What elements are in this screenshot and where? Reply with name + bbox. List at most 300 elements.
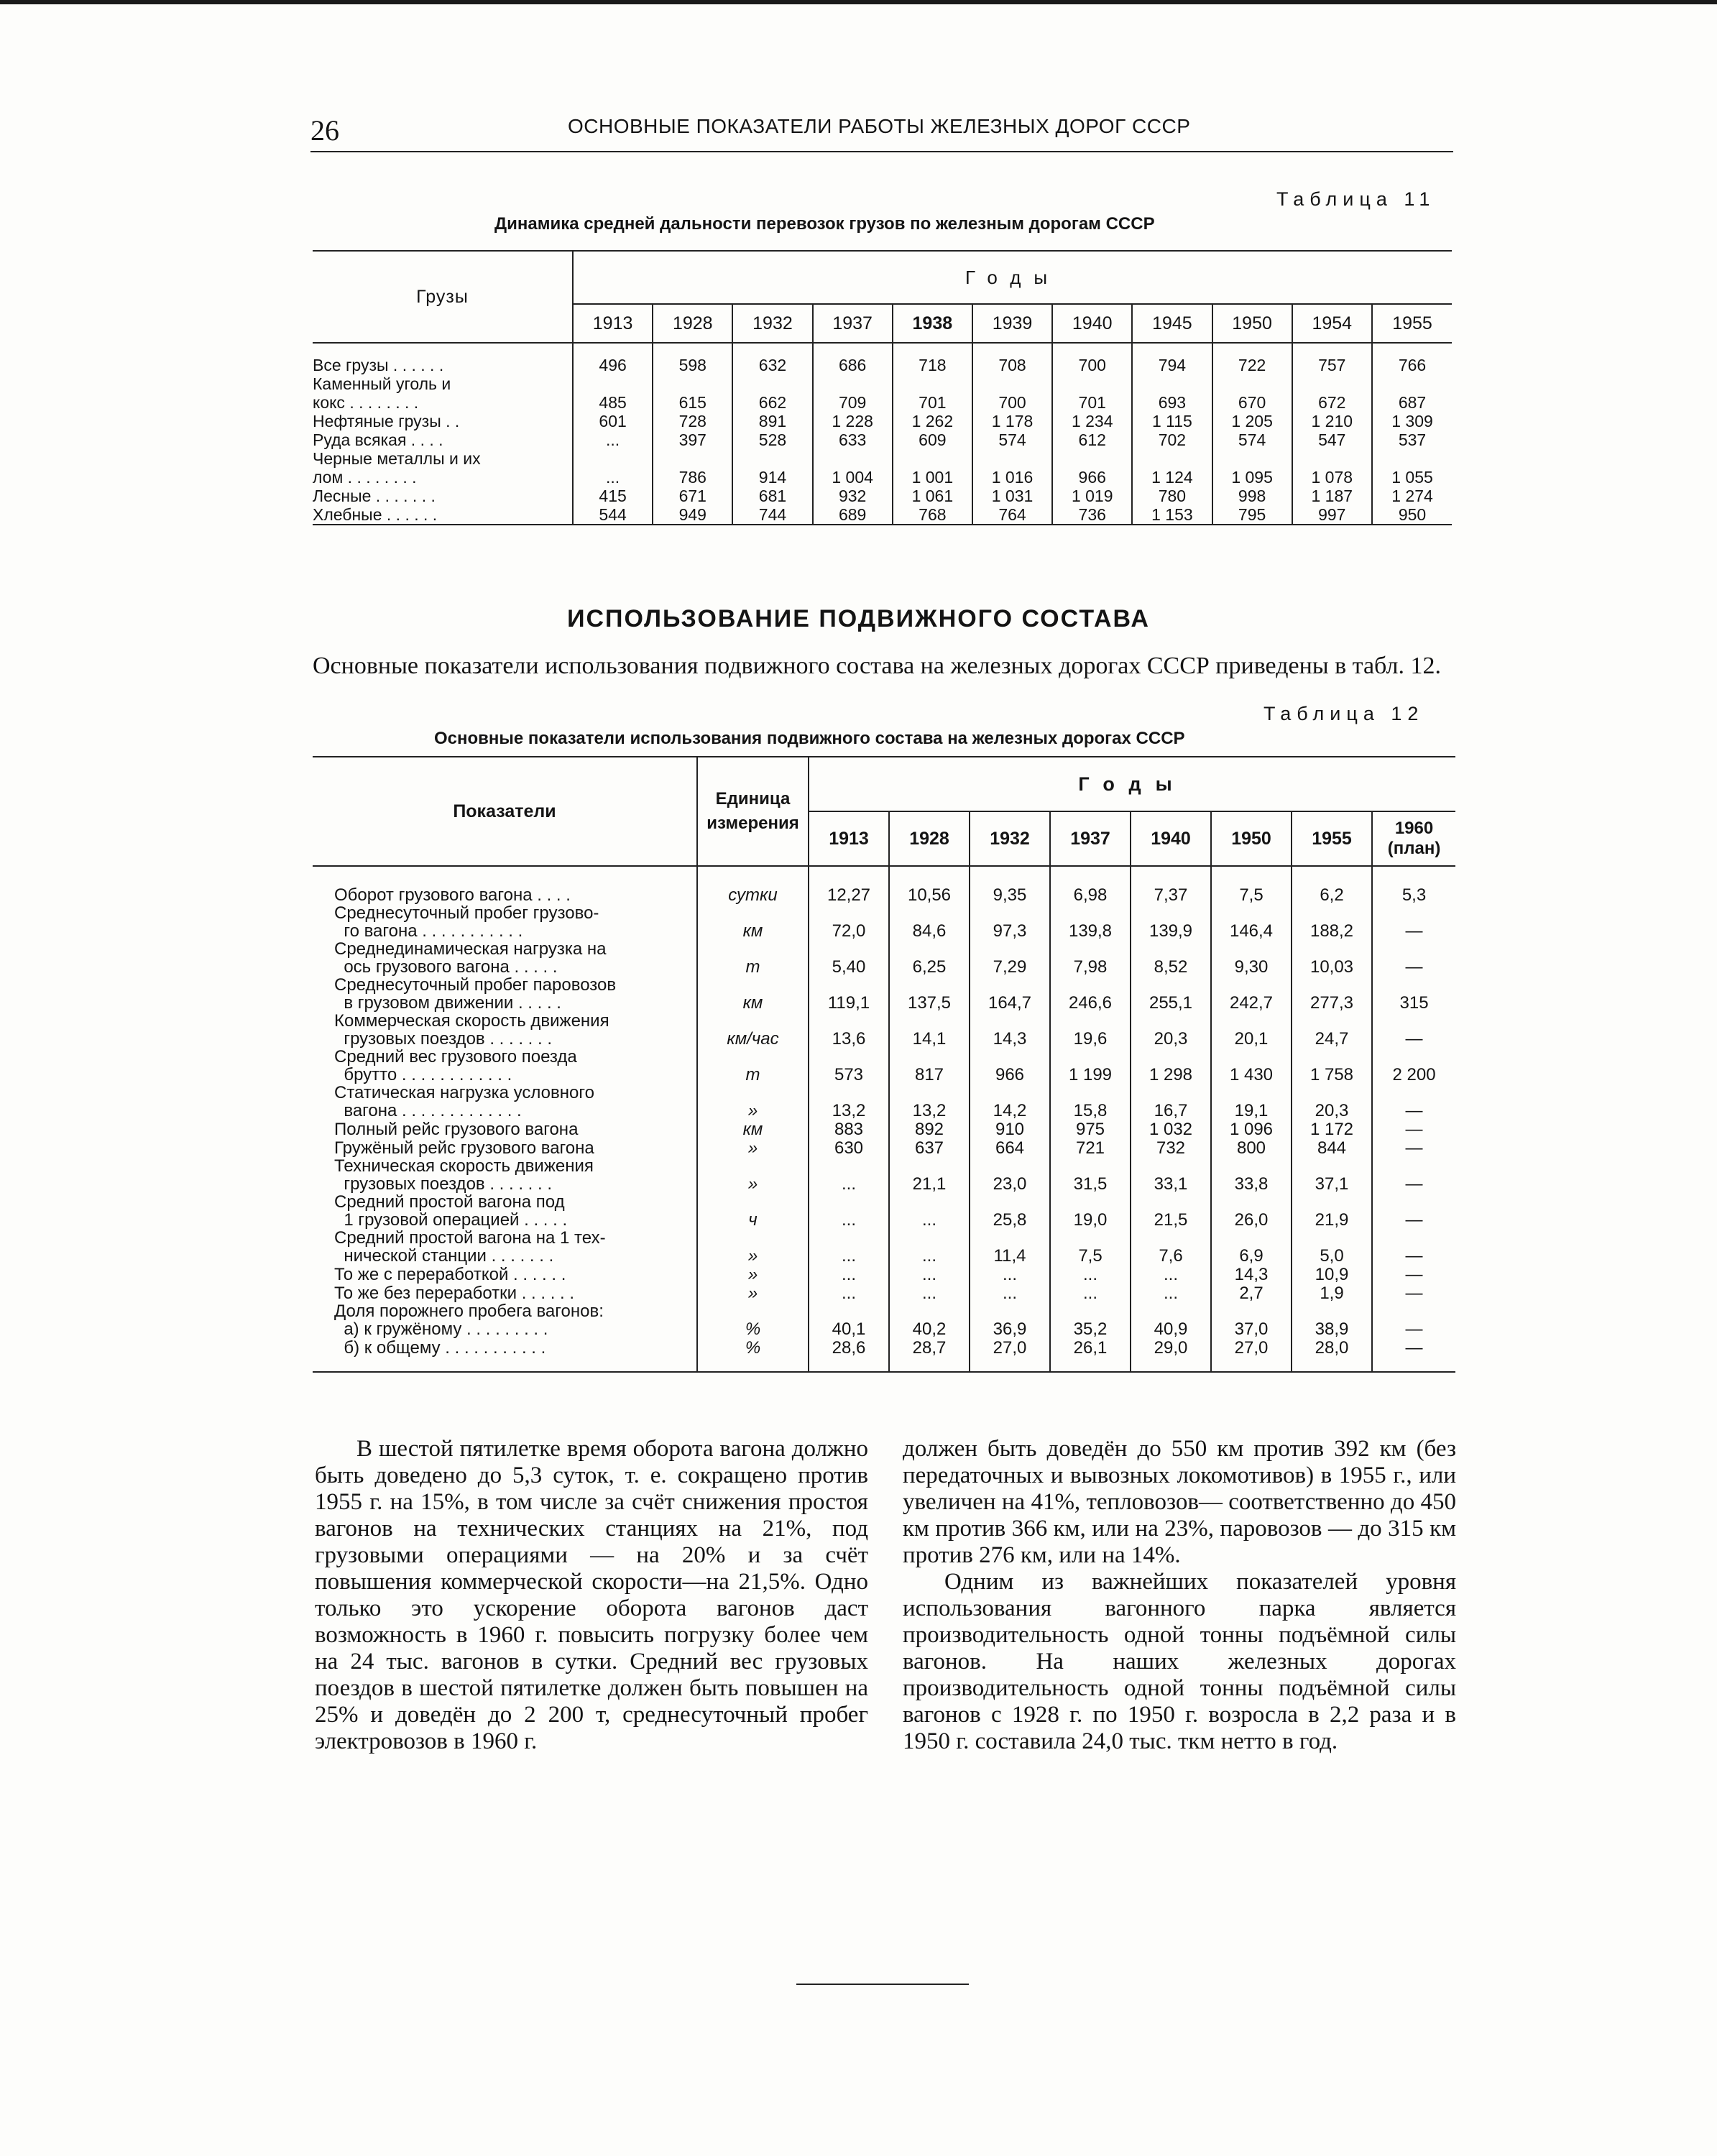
table12-cell: 33,1 <box>1131 1175 1211 1194</box>
table12-row <box>313 958 1455 977</box>
table11-number: Таблица 11 <box>1276 188 1436 210</box>
table11-cell: 1 187 <box>1292 487 1372 505</box>
table12-cell: 31,5 <box>1050 1175 1131 1194</box>
table12-cell: 97,3 <box>970 922 1050 941</box>
table12-cell <box>970 977 1050 994</box>
table12-row-label: Статическая нагрузка условного <box>334 1084 594 1102</box>
table11-row <box>313 412 1452 430</box>
table11-cell <box>732 374 812 393</box>
table12-row-label: То же без переработки . . . . . . <box>334 1284 575 1303</box>
table12-cell: 28,7 <box>889 1339 970 1358</box>
table12-cell <box>1372 1158 1455 1175</box>
table12-cell: 21,5 <box>1131 1211 1211 1230</box>
table12-spacer-cell <box>1292 1358 1372 1372</box>
table12-unit-cell: км/час <box>697 1030 809 1049</box>
table11-cell: 1 205 <box>1212 412 1292 430</box>
table12-cell <box>1211 1194 1292 1211</box>
table12-cell <box>1131 1084 1211 1102</box>
table12-cell: 255,1 <box>1131 994 1211 1013</box>
table11-cell: 609 <box>893 430 972 449</box>
table11-row <box>313 449 1452 468</box>
table12-cell: ... <box>1131 1266 1211 1284</box>
table12-cell: 242,7 <box>1211 994 1292 1013</box>
table12-cell <box>809 1303 889 1320</box>
table12-unit-cell: % <box>697 1339 809 1358</box>
table11-cell: 1 019 <box>1052 487 1132 505</box>
table12-cell: 164,7 <box>970 994 1050 1013</box>
page-number: 26 <box>310 114 339 147</box>
table12-cell <box>1292 1303 1372 1320</box>
table12-cell <box>1372 1013 1455 1030</box>
table12-cell: 664 <box>970 1139 1050 1158</box>
table12-cell <box>889 1013 970 1030</box>
table11-cell: 415 <box>573 487 653 505</box>
table11-cell: 1 016 <box>972 468 1052 487</box>
table12-row-label: 1 грузовой операцией . . . . . <box>334 1211 568 1230</box>
table12-cell: 10,03 <box>1292 958 1372 977</box>
table12-row-label: грузовых поездов . . . . . . . <box>334 1030 553 1049</box>
table12-unit-cell <box>697 1303 809 1320</box>
table12-cell <box>889 1303 970 1320</box>
table12-row <box>313 941 1455 958</box>
table12-cell <box>1050 941 1131 958</box>
table12-cell: 12,27 <box>809 886 889 905</box>
table11-year-header: 1938 <box>893 304 972 343</box>
table12-cell: ... <box>1050 1266 1131 1284</box>
table12-cell <box>1211 1158 1292 1175</box>
table11-row-label: Нефтяные грузы . . <box>313 412 460 430</box>
table11-cell <box>1132 374 1212 393</box>
table11-cell: 1 234 <box>1052 412 1132 430</box>
table11-spacer-row <box>313 343 1452 356</box>
table12-unit-cell: т <box>697 1066 809 1084</box>
table12-stub-header: Показатели <box>453 801 556 821</box>
table12-cell <box>889 1230 970 1247</box>
running-title: ОСНОВНЫЕ ПОКАЗАТЕЛИ РАБОТЫ ЖЕЛЕЗНЫХ ДОРОГ СССР <box>568 115 1191 137</box>
table11-cell: 601 <box>573 412 653 430</box>
table12-cell: 20,3 <box>1131 1030 1211 1049</box>
table11-cell: 718 <box>893 356 972 374</box>
table12-cell: 72,0 <box>809 922 889 941</box>
table12-cell: 637 <box>889 1139 970 1158</box>
table12-cell: 26,0 <box>1211 1211 1292 1230</box>
table11-cell: 998 <box>1212 487 1292 505</box>
table11-cell: 686 <box>813 356 893 374</box>
table12-row <box>313 1303 1455 1320</box>
table11-year-header: 1932 <box>732 304 812 343</box>
table12-year-header: 1940 <box>1131 811 1211 866</box>
table12-cell <box>1050 1194 1131 1211</box>
table12-cell: ... <box>889 1247 970 1266</box>
table11-cell: 496 <box>573 356 653 374</box>
table12-plan-year-header <box>1372 811 1455 866</box>
table12-cell <box>1050 1158 1131 1175</box>
table12-cell: 24,7 <box>1292 1030 1372 1049</box>
table12-cell: 19,6 <box>1050 1030 1131 1049</box>
table12-row-label: брутто . . . . . . . . . . . . <box>334 1066 512 1084</box>
table12-cell: 139,9 <box>1131 922 1211 941</box>
table11-year-header: 1937 <box>813 304 893 343</box>
table12-cell: 883 <box>809 1120 889 1139</box>
table12-unit-cell <box>697 1084 809 1102</box>
table11-cell <box>653 449 732 468</box>
table11-cell: 1 095 <box>1212 468 1292 487</box>
table11-cell: 670 <box>1212 393 1292 412</box>
table11-cell: 681 <box>732 487 812 505</box>
table12-cell <box>1050 905 1131 922</box>
table12-cell <box>809 1084 889 1102</box>
table12-cell <box>1372 1049 1455 1066</box>
table12-cell <box>970 1303 1050 1320</box>
table12-cell <box>889 1158 970 1175</box>
table12-unit-cell <box>697 1049 809 1066</box>
table12-unit-cell: т <box>697 958 809 977</box>
table12-row-label: грузовых поездов . . . . . . . <box>334 1175 553 1194</box>
table11-cell: 1 001 <box>893 468 972 487</box>
table11-spacer-cell <box>1292 343 1372 356</box>
table12-cell: 892 <box>889 1120 970 1139</box>
table12-row <box>313 1247 1455 1266</box>
table12-cell <box>1292 977 1372 994</box>
table11-spacer-cell <box>813 343 893 356</box>
table11 <box>313 250 1452 525</box>
table12-row-label: нической станции . . . . . . . <box>334 1247 554 1266</box>
table12-cell <box>1372 1194 1455 1211</box>
table12-cell: 21,1 <box>889 1175 970 1194</box>
table12-row-label: го вагона . . . . . . . . . . . <box>334 922 523 941</box>
table12-spacer-cell <box>1050 1358 1131 1372</box>
table12-cell: 246,6 <box>1050 994 1131 1013</box>
header-rule <box>310 151 1453 152</box>
table11-cell: 672 <box>1292 393 1372 412</box>
table12-row <box>313 1049 1455 1066</box>
table12-cell: 7,5 <box>1050 1247 1131 1266</box>
table11-cell: 671 <box>653 487 732 505</box>
table12-spacer-cell <box>697 866 809 886</box>
table12-spacer-cell <box>809 866 889 886</box>
table12-cell <box>809 1158 889 1175</box>
table12-cell: 1 430 <box>1211 1066 1292 1084</box>
table12-cell: 11,4 <box>970 1247 1050 1266</box>
table12-row <box>313 886 1455 905</box>
table12 <box>313 756 1455 1373</box>
table12-cell <box>1211 1303 1292 1320</box>
table11-cell: 950 <box>1372 505 1452 525</box>
table11-cell: 702 <box>1132 430 1212 449</box>
table11-cell: 728 <box>653 412 732 430</box>
table12-cell: — <box>1372 1120 1455 1139</box>
table12-cell: 2 200 <box>1372 1066 1455 1084</box>
table12-unit-cell: км <box>697 1120 809 1139</box>
table12-cell <box>1372 1084 1455 1102</box>
table11-cell: 932 <box>813 487 893 505</box>
table12-cell: 7,5 <box>1211 886 1292 905</box>
table12-unit-cell: » <box>697 1266 809 1284</box>
table11-cell: 544 <box>573 505 653 525</box>
table12-row-label: Доля порожнего пробега вагонов: <box>334 1303 604 1320</box>
table11-cell: 1 115 <box>1132 412 1212 430</box>
table12-cell: 119,1 <box>809 994 889 1013</box>
table12-cell <box>970 1194 1050 1211</box>
table12-cell: 1 096 <box>1211 1120 1292 1139</box>
table12-cell: — <box>1372 1139 1455 1158</box>
table12-cell: 7,37 <box>1131 886 1211 905</box>
table11-cell: 1 210 <box>1292 412 1372 430</box>
table12-cell <box>889 1194 970 1211</box>
table12-row-label: Гружёный рейс грузового вагона <box>334 1139 594 1158</box>
table12-spacer-cell <box>970 866 1050 886</box>
table12-cell: 40,2 <box>889 1320 970 1339</box>
table12-cell: 14,1 <box>889 1030 970 1049</box>
table11-cell: 1 031 <box>972 487 1052 505</box>
table11-cell: 687 <box>1372 393 1452 412</box>
table12-cell <box>970 1084 1050 1102</box>
body-right-paragraph-2: Одним из важнейших показателей уровня использования вагонного парка является производительность одной тонны подъёмной силы вагонов. На наших железных дорогах производительность одной тонны подъёмной силы вагонов с 1928 г. по 1950 г. возросла в 2,2 раза и в 1950 г. составила 24,0 тыс. ткм нетто в год. <box>903 1569 1456 1754</box>
table12-year-header: 1932 <box>970 811 1050 866</box>
table12-cell <box>1131 941 1211 958</box>
table11-cell <box>1212 374 1292 393</box>
table12-cell: 7,6 <box>1131 1247 1211 1266</box>
table11-cell <box>573 449 653 468</box>
table12-cell <box>1131 905 1211 922</box>
table11-cell: 693 <box>1132 393 1212 412</box>
table12-cell: — <box>1372 1247 1455 1266</box>
table12-cell: 37,1 <box>1292 1175 1372 1194</box>
table11-cell: 1 153 <box>1132 505 1212 525</box>
table12-row-label: Полный рейс грузового вагона <box>334 1120 579 1139</box>
table12-cell: 26,1 <box>1050 1339 1131 1358</box>
table12-cell: 19,0 <box>1050 1211 1131 1230</box>
table11-cell: 537 <box>1372 430 1452 449</box>
table12-year-header: 1913 <box>809 811 889 866</box>
table11-stub-header: Грузы <box>416 286 469 307</box>
table12-cell <box>1292 941 1372 958</box>
table12-row-label: Коммерческая скорость движения <box>334 1013 609 1030</box>
table12-cell: 19,1 <box>1211 1102 1292 1120</box>
table11-cell <box>1212 449 1292 468</box>
table12-cell <box>1372 941 1455 958</box>
table12-cell: 8,52 <box>1131 958 1211 977</box>
table12-spacer-row <box>313 866 1455 886</box>
table12-cell: ... <box>889 1211 970 1230</box>
table12-row <box>313 1175 1455 1194</box>
table12-unit-header <box>697 757 809 866</box>
table11-cell: 795 <box>1212 505 1292 525</box>
table12-cell <box>809 1230 889 1247</box>
table12-cell: — <box>1372 1284 1455 1303</box>
table12-unit-header-line2: измерения <box>706 814 799 833</box>
table11-cell: 633 <box>813 430 893 449</box>
table12-cell: 29,0 <box>1131 1339 1211 1358</box>
table12-cell: 188,2 <box>1292 922 1372 941</box>
table12-cell: 25,8 <box>970 1211 1050 1230</box>
table12-cell <box>1292 905 1372 922</box>
table11-cell: 598 <box>653 356 732 374</box>
table11-row <box>313 430 1452 449</box>
table12-cell: 10,9 <box>1292 1266 1372 1284</box>
table12-row <box>313 1211 1455 1230</box>
body-right-column <box>903 1436 1456 1755</box>
table11-row <box>313 487 1452 505</box>
table12-spacer-cell <box>889 1358 970 1372</box>
table11-row-label: Черные металлы и их <box>313 449 481 468</box>
table11-cell <box>573 374 653 393</box>
table12-row <box>313 994 1455 1013</box>
table12-cell: 277,3 <box>1292 994 1372 1013</box>
table11-cell <box>1052 449 1132 468</box>
table12-cell: 20,3 <box>1292 1102 1372 1120</box>
table12-cell: 6,2 <box>1292 886 1372 905</box>
table12-cell <box>809 1049 889 1066</box>
table12-unit-cell: % <box>697 1320 809 1339</box>
table12-cell <box>1292 1049 1372 1066</box>
table12-cell: ... <box>809 1284 889 1303</box>
table12-row-label: а) к гружёному . . . . . . . . . <box>334 1320 548 1339</box>
table12-unit-cell <box>697 1194 809 1211</box>
table11-cell <box>813 374 893 393</box>
table12-cell <box>1050 1013 1131 1030</box>
section-title: ИСПОЛЬЗОВАНИЕ ПОДВИЖНОГО СОСТАВА <box>567 605 1150 632</box>
table11-spacer-cell <box>893 343 972 356</box>
table11-row <box>313 393 1452 412</box>
table12-spacer-cell <box>697 1358 809 1372</box>
table12-cell <box>1211 1013 1292 1030</box>
table12-unit-cell: » <box>697 1284 809 1303</box>
table12-cell: 36,9 <box>970 1320 1050 1339</box>
table11-cell <box>893 374 972 393</box>
table12-row-label: Средний вес грузового поезда <box>334 1049 577 1066</box>
table12-cell <box>1211 941 1292 958</box>
table11-cell: 708 <box>972 356 1052 374</box>
table12-cell: 27,0 <box>1211 1339 1292 1358</box>
table11-cell <box>1132 449 1212 468</box>
table12-cell: 9,35 <box>970 886 1050 905</box>
table11-cell <box>1372 449 1452 468</box>
table12-cell: ... <box>809 1247 889 1266</box>
table12-row <box>313 1139 1455 1158</box>
table12-spacer-cell <box>809 1358 889 1372</box>
table12-cell <box>970 1158 1050 1175</box>
table12-cell <box>970 1049 1050 1066</box>
table12-row-label: в грузовом движении . . . . . <box>334 994 561 1013</box>
table12-cell <box>1131 1303 1211 1320</box>
table12-cell <box>970 1230 1050 1247</box>
table12-cell: 315 <box>1372 994 1455 1013</box>
table12-cell <box>809 1194 889 1211</box>
table12-cell <box>1050 1084 1131 1102</box>
table12-cell <box>889 1084 970 1102</box>
table11-cell: 700 <box>1052 356 1132 374</box>
table12-cell: 28,0 <box>1292 1339 1372 1358</box>
table12-row <box>313 1339 1455 1358</box>
table12-cell <box>809 977 889 994</box>
table12-cell: 5,40 <box>809 958 889 977</box>
table12-row-label: Техническая скорость движения <box>334 1158 594 1175</box>
table11-cell: 397 <box>653 430 732 449</box>
table12-row <box>313 1266 1455 1284</box>
table12-cell: 721 <box>1050 1139 1131 1158</box>
table11-caption: Динамика средней дальности перевозок грузов по железным дорогам СССР <box>494 214 1155 234</box>
table12-cell <box>970 1013 1050 1030</box>
table12-cell: — <box>1372 958 1455 977</box>
table12-row <box>313 977 1455 994</box>
end-rule <box>796 1984 969 1985</box>
table11-cell: 1 061 <box>893 487 972 505</box>
table12-spacer-cell <box>313 1358 697 1372</box>
table11-spacer-cell <box>1132 343 1212 356</box>
table12-cell: 16,7 <box>1131 1102 1211 1120</box>
table11-year-header: 1939 <box>972 304 1052 343</box>
scan-top-edge <box>0 0 1717 4</box>
table12-cell: ... <box>809 1266 889 1284</box>
table12-cell: 13,6 <box>809 1030 889 1049</box>
table12-cell: — <box>1372 1320 1455 1339</box>
table12-plan-year: 1960 <box>1394 819 1434 838</box>
table12-row-label: Среднесуточный пробег паровозов <box>334 977 617 994</box>
table11-cell: 547 <box>1292 430 1372 449</box>
table12-cell: 6,25 <box>889 958 970 977</box>
table11-cell: 949 <box>653 505 732 525</box>
table12-caption: Основные показатели использования подвижного состава на железных дорогах СССР <box>434 729 1185 748</box>
table11-cell: 1 274 <box>1372 487 1452 505</box>
table12-cell: 6,9 <box>1211 1247 1292 1266</box>
table11-row-label: Хлебные . . . . . . <box>313 505 438 524</box>
table11-cell <box>893 449 972 468</box>
table12-cell <box>889 905 970 922</box>
table11-cell: 1 309 <box>1372 412 1452 430</box>
table11-row-label: лом . . . . . . . . <box>313 468 417 487</box>
table11-year-header: 1940 <box>1052 304 1132 343</box>
table12-spacer-cell <box>1292 866 1372 886</box>
table12-cell: ... <box>889 1284 970 1303</box>
table11-cell: 764 <box>972 505 1052 525</box>
body-right-paragraph-1: должен быть доведён до 550 км против 392 км (без передаточных и вывозных локомотивов) в 1955 г., или увеличен на 41%, тепловозов— соответственно до 450 км против 366 км, или на 23%, паровозов — до 315 км против 276 км, или на 14%. <box>903 1436 1456 1568</box>
table12-row-label: Среднесуточный пробег грузово- <box>334 905 599 922</box>
table12-cell <box>1211 977 1292 994</box>
table12-cell <box>1050 977 1131 994</box>
table12-cell <box>970 905 1050 922</box>
table12-unit-cell: » <box>697 1102 809 1120</box>
table12-spacer-cell <box>1131 866 1211 886</box>
table12-row <box>313 905 1455 922</box>
table12-cell: 910 <box>970 1120 1050 1139</box>
table12-unit-cell <box>697 1013 809 1030</box>
table11-spacer-cell <box>1372 343 1452 356</box>
table12-cell: 13,2 <box>889 1102 970 1120</box>
table11-cell: 794 <box>1132 356 1212 374</box>
table11-spacer-cell <box>313 343 573 356</box>
table12-cell <box>1292 1084 1372 1102</box>
table11-spacer-cell <box>1212 343 1292 356</box>
table11-cell: 768 <box>893 505 972 525</box>
table12-cell: 9,30 <box>1211 958 1292 977</box>
table12-row <box>313 1320 1455 1339</box>
table12-spacer-cell <box>1050 866 1131 886</box>
table12-cell <box>809 941 889 958</box>
table12-cell: 146,4 <box>1211 922 1292 941</box>
table11-cell: 1 004 <box>813 468 893 487</box>
table12-unit-cell <box>697 1158 809 1175</box>
table11-year-header: 1954 <box>1292 304 1372 343</box>
body-left-column <box>315 1436 868 1755</box>
table12-cell <box>1292 1194 1372 1211</box>
table11-year-header: 1913 <box>573 304 653 343</box>
table12-cell: 40,1 <box>809 1320 889 1339</box>
table11-cell: 662 <box>732 393 812 412</box>
table12-cell: — <box>1372 1266 1455 1284</box>
table12-cell: 35,2 <box>1050 1320 1131 1339</box>
table11-cell: 757 <box>1292 356 1372 374</box>
